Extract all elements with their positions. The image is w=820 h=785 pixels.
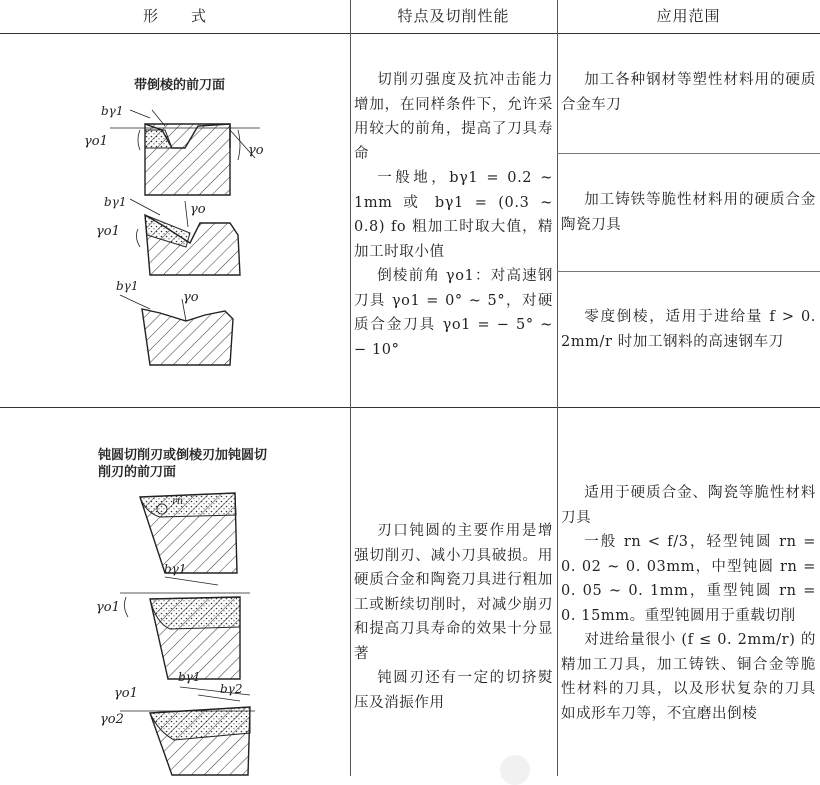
row2-feature-2: 钝圆刃还有一定的切挤熨压及消振作用 <box>354 670 553 711</box>
chamfer-diagram-1 <box>110 110 260 195</box>
row2-features <box>354 519 553 715</box>
label-gamma-o-a: γo <box>248 143 264 158</box>
row2-application-3: 对进给量很小 (f ≤ 0. 2mm/r) 的精加工刀具，加工铸铁、铜合金等脆性材料的刀具，以及形状复杂的刀具如成形车刀等，不宜磨出倒棱 <box>561 632 816 722</box>
honed-edge-diagrams <box>90 485 260 776</box>
label-b-gamma1-c: bγ1 <box>116 279 139 293</box>
label-b-gamma1-d: bγ1 <box>164 562 187 576</box>
chamfered-rake-face-diagrams <box>90 100 270 400</box>
application-divider-1 <box>557 153 820 154</box>
header-divider <box>0 33 820 34</box>
row1-feature-3: 倒棱前角 γo1：对高速钢刀具 γo1 = 0° ~ 5°，对硬质合金刀具 γo1 = − 5° ~ − 10° <box>354 268 553 358</box>
label-b-gamma1-a: bγ1 <box>101 104 124 118</box>
header-form: 形 式 <box>142 7 207 25</box>
label-gamma-o2: γo2 <box>100 712 124 727</box>
label-b-gamma2: bγ2 <box>220 682 243 696</box>
label-gamma-o1-e: γo1 <box>114 686 138 701</box>
label-gamma-o1-b: γo1 <box>96 224 120 239</box>
row1-feature-1: 切削刃强度及抗冲击能力增加，在同样条件下，允许采用较大的前角，提高了刀具寿命 <box>354 72 553 162</box>
chamfer-diagram-3 <box>120 295 233 365</box>
row1-features <box>354 68 553 362</box>
chamfer-diagram-2 <box>130 199 240 275</box>
column-divider-2 <box>557 0 558 776</box>
row2-application-2: 一般 rn < f/3，轻型钝圆 rn = 0. 02 ~ 0. 03mm，中型钝圆 rn = 0. 05 ~ 0. 1mm，重型钝圆 rn = 0. 15mm。重型钝圆用于重载切削 <box>561 534 816 624</box>
row2-diagram-title: 钝圆切削刃或倒棱刃加钝圆切削刃的前刀面 <box>98 448 268 480</box>
header-application: 应用范围 <box>656 7 721 25</box>
label-gamma-o-c: γo <box>183 290 199 305</box>
row1-diagram-title: 带倒棱的前刀面 <box>134 78 226 93</box>
label-gamma-o1-d: γo1 <box>96 600 120 615</box>
row1-application-2: 加工铸铁等脆性材料用的硬质合金陶瓷刀具 <box>561 192 816 233</box>
honed-diagram-3 <box>120 687 255 775</box>
row2-application-1: 适用于硬质合金、陶瓷等脆性材料刀具 <box>561 485 816 526</box>
column-divider-1 <box>350 0 351 776</box>
label-gamma-o-b: γo <box>190 202 206 217</box>
watermark-logo <box>500 755 530 785</box>
label-r-n: rn <box>172 496 184 507</box>
application-divider-2 <box>557 271 820 272</box>
label-gamma-o1-a: γo1 <box>84 134 108 149</box>
label-b-gamma1-e: bγ1 <box>178 670 201 684</box>
row1-application-3: 零度倒棱，适用于进给量 f > 0. 2mm/r 时加工钢料的高速钢车刀 <box>561 309 816 350</box>
row1-application-1: 加工各种钢材等塑性材料用的硬质合金车刀 <box>561 72 816 113</box>
row2-feature-1: 刃口钝圆的主要作用是增强切削刃、减小刀具破损。用硬质合金和陶瓷刀具进行粗加工或断续切削时，对减少崩刃和提高刀具寿命的效果十分显著 <box>354 523 553 662</box>
label-b-gamma1-b: bγ1 <box>104 195 127 209</box>
row2-applications <box>561 481 816 726</box>
row1-feature-2: 一般地，bγ1 = 0.2 ~ 1mm 或 bγ1 = (0.3 ~ 0.8) fo 粗加工时取大值，精加工时取小值 <box>354 170 553 260</box>
row-divider <box>0 407 820 408</box>
honed-diagram-1 <box>140 493 237 573</box>
honed-diagram-2 <box>120 577 250 679</box>
header-features: 特点及切削性能 <box>397 7 510 25</box>
